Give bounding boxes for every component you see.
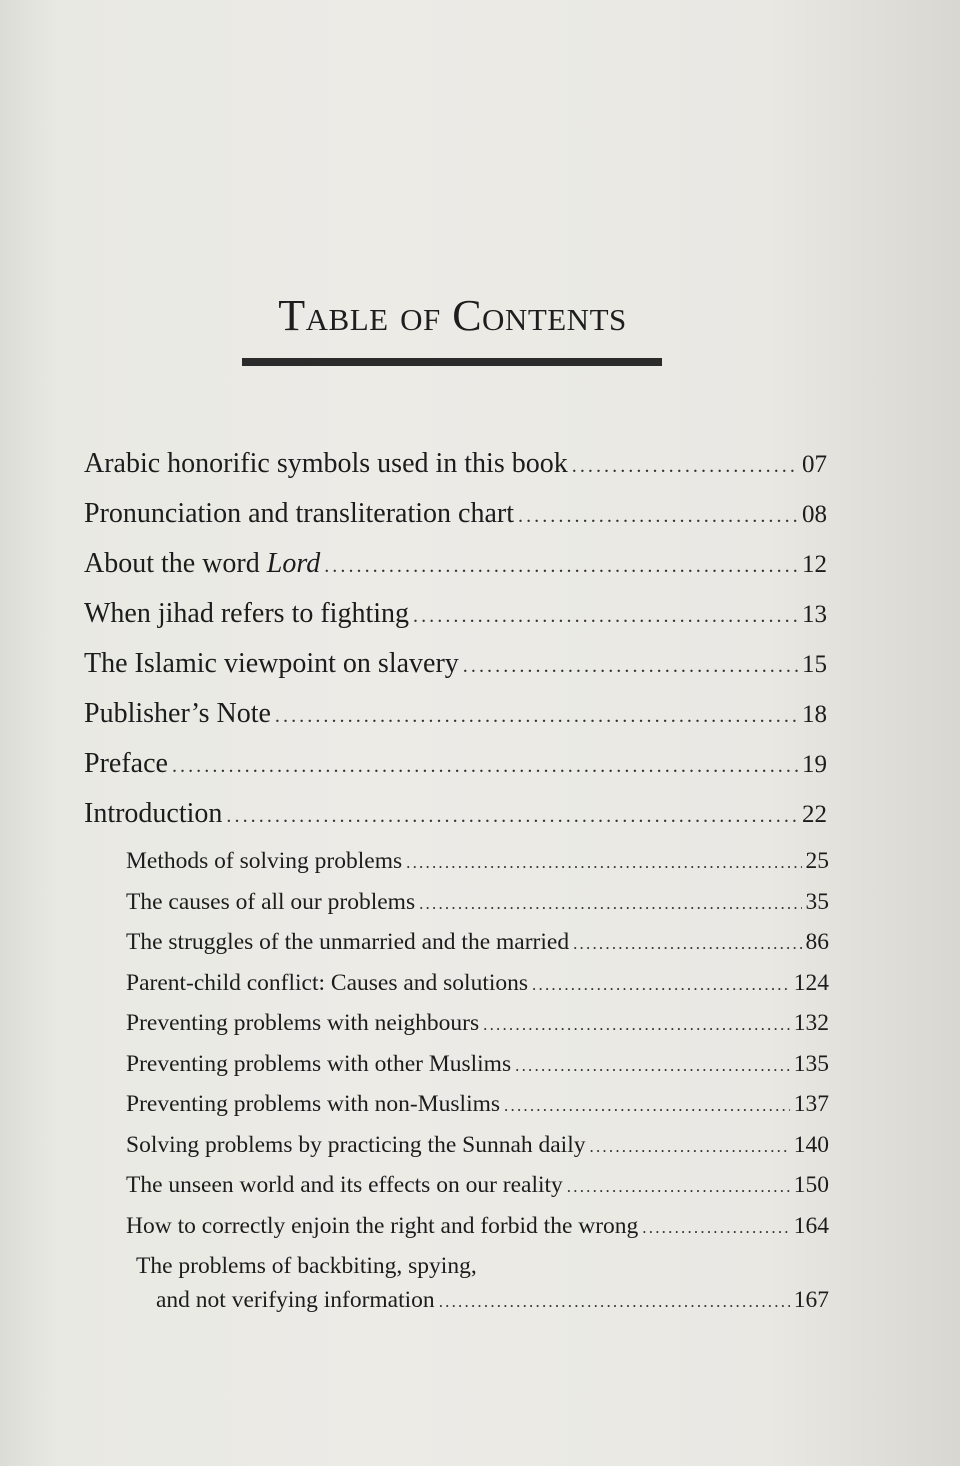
toc-entry-label bbox=[84, 548, 320, 580]
dot-leader bbox=[567, 1177, 790, 1197]
toc-subentry bbox=[84, 1010, 829, 1051]
dot-leader bbox=[439, 1292, 790, 1312]
toc-subentry-label: Parent-child conflict: Causes and solutions bbox=[126, 969, 529, 996]
toc-entry-label: Arabic honorific symbols used in this book bbox=[84, 448, 568, 479]
toc-entry bbox=[84, 698, 829, 748]
toc-subentry-page: 132 bbox=[793, 1010, 829, 1036]
toc-subentry-label: The struggles of the unmarried and the married bbox=[126, 929, 570, 955]
dot-leader bbox=[573, 934, 801, 954]
dot-leader bbox=[419, 894, 801, 914]
dot-leader bbox=[483, 1015, 790, 1035]
toc-entry bbox=[84, 748, 829, 798]
toc-subentry bbox=[84, 1091, 829, 1132]
dot-leader bbox=[532, 975, 790, 995]
toc-entry-page: 12 bbox=[802, 551, 827, 578]
dot-leader bbox=[518, 505, 798, 528]
toc-subentry bbox=[84, 848, 829, 889]
dot-leader bbox=[413, 605, 798, 628]
toc-subentry bbox=[84, 1132, 829, 1173]
toc-subentry-page: 167 bbox=[793, 1287, 829, 1313]
toc-subentry bbox=[84, 1213, 829, 1254]
toc-entry bbox=[84, 498, 829, 548]
toc-subentry-page: 86 bbox=[805, 929, 829, 955]
toc-entry-page: 07 bbox=[802, 451, 827, 478]
dot-leader bbox=[642, 1218, 789, 1238]
toc-subentry-label: The causes of all our problems bbox=[126, 888, 416, 915]
toc-subentry-label: and not verifying information bbox=[156, 1287, 435, 1313]
toc-entry-label: The Islamic viewpoint on slavery bbox=[84, 648, 459, 679]
toc-subentry-label: Preventing problems with non-Muslims bbox=[126, 1091, 501, 1117]
toc-entry-page: 15 bbox=[802, 651, 827, 678]
toc-entry-label: Publisher’s Note bbox=[84, 698, 271, 729]
toc-entry-page: 19 bbox=[802, 751, 827, 778]
toc-subentry-page: 164 bbox=[793, 1212, 829, 1239]
toc-subentry-label: Preventing problems with neighbours bbox=[126, 1010, 480, 1036]
toc-list bbox=[84, 448, 829, 1328]
toc-subentry-page: 140 bbox=[793, 1131, 829, 1158]
dot-leader bbox=[324, 555, 798, 578]
toc-subentry-label: How to correctly enjoin the right and forbid the wrong bbox=[126, 1212, 639, 1239]
toc-subentry-page: 35 bbox=[805, 888, 829, 915]
dot-leader bbox=[590, 1137, 790, 1157]
toc-subentry-page: 137 bbox=[793, 1091, 829, 1117]
toc-subentry-label: The unseen world and its effects on our reality bbox=[126, 1172, 563, 1198]
title-underline bbox=[242, 358, 662, 366]
toc-entry-page: 18 bbox=[802, 701, 827, 728]
dot-leader bbox=[172, 755, 798, 778]
toc-subentry bbox=[84, 889, 829, 930]
dot-leader bbox=[572, 455, 798, 478]
toc-entry bbox=[84, 598, 829, 648]
toc-entry-page: 22 bbox=[802, 801, 827, 828]
toc-subentry bbox=[84, 970, 829, 1011]
toc-subentry-page: 124 bbox=[793, 969, 829, 996]
dot-leader bbox=[226, 805, 798, 828]
toc-subentry-label: Preventing problems with other Muslims bbox=[126, 1050, 512, 1077]
toc-subentry-page: 25 bbox=[805, 848, 829, 874]
toc-subentry-page: 150 bbox=[793, 1172, 829, 1198]
toc-subentry bbox=[84, 929, 829, 970]
toc-subentry-label: Solving problems by practicing the Sunnah daily bbox=[126, 1131, 586, 1158]
dot-leader bbox=[463, 655, 798, 678]
toc-entry-label: Introduction bbox=[84, 798, 223, 829]
toc-subentry bbox=[84, 1051, 829, 1092]
toc-entry-page: 08 bbox=[802, 501, 827, 528]
toc-subentry bbox=[84, 1172, 829, 1213]
toc-subentry-page: 135 bbox=[793, 1050, 829, 1077]
toc-entry-page: 13 bbox=[802, 601, 827, 628]
toc-entry-label: Preface bbox=[84, 748, 168, 779]
toc-subentry-first-line: The problems of backbiting, spying, bbox=[136, 1253, 477, 1279]
dot-leader bbox=[406, 853, 801, 873]
toc-entry bbox=[84, 448, 829, 498]
dot-leader bbox=[515, 1056, 790, 1076]
toc-entry bbox=[84, 648, 829, 698]
toc-subentry-label: Methods of solving problems bbox=[126, 848, 403, 874]
toc-entry-label-italic: Lord bbox=[266, 548, 321, 579]
toc-entry-label: Pronunciation and transliteration chart bbox=[84, 498, 514, 529]
toc-entry bbox=[84, 798, 829, 848]
toc-subentry bbox=[84, 1287, 829, 1328]
toc-entry-label-prefix: About the word bbox=[84, 548, 267, 579]
page-title: Table of Contents bbox=[278, 291, 627, 340]
toc-entry-label: When jihad refers to fighting bbox=[84, 598, 410, 629]
dot-leader bbox=[275, 705, 798, 728]
toc-entry bbox=[84, 548, 829, 598]
dot-leader bbox=[504, 1096, 790, 1116]
